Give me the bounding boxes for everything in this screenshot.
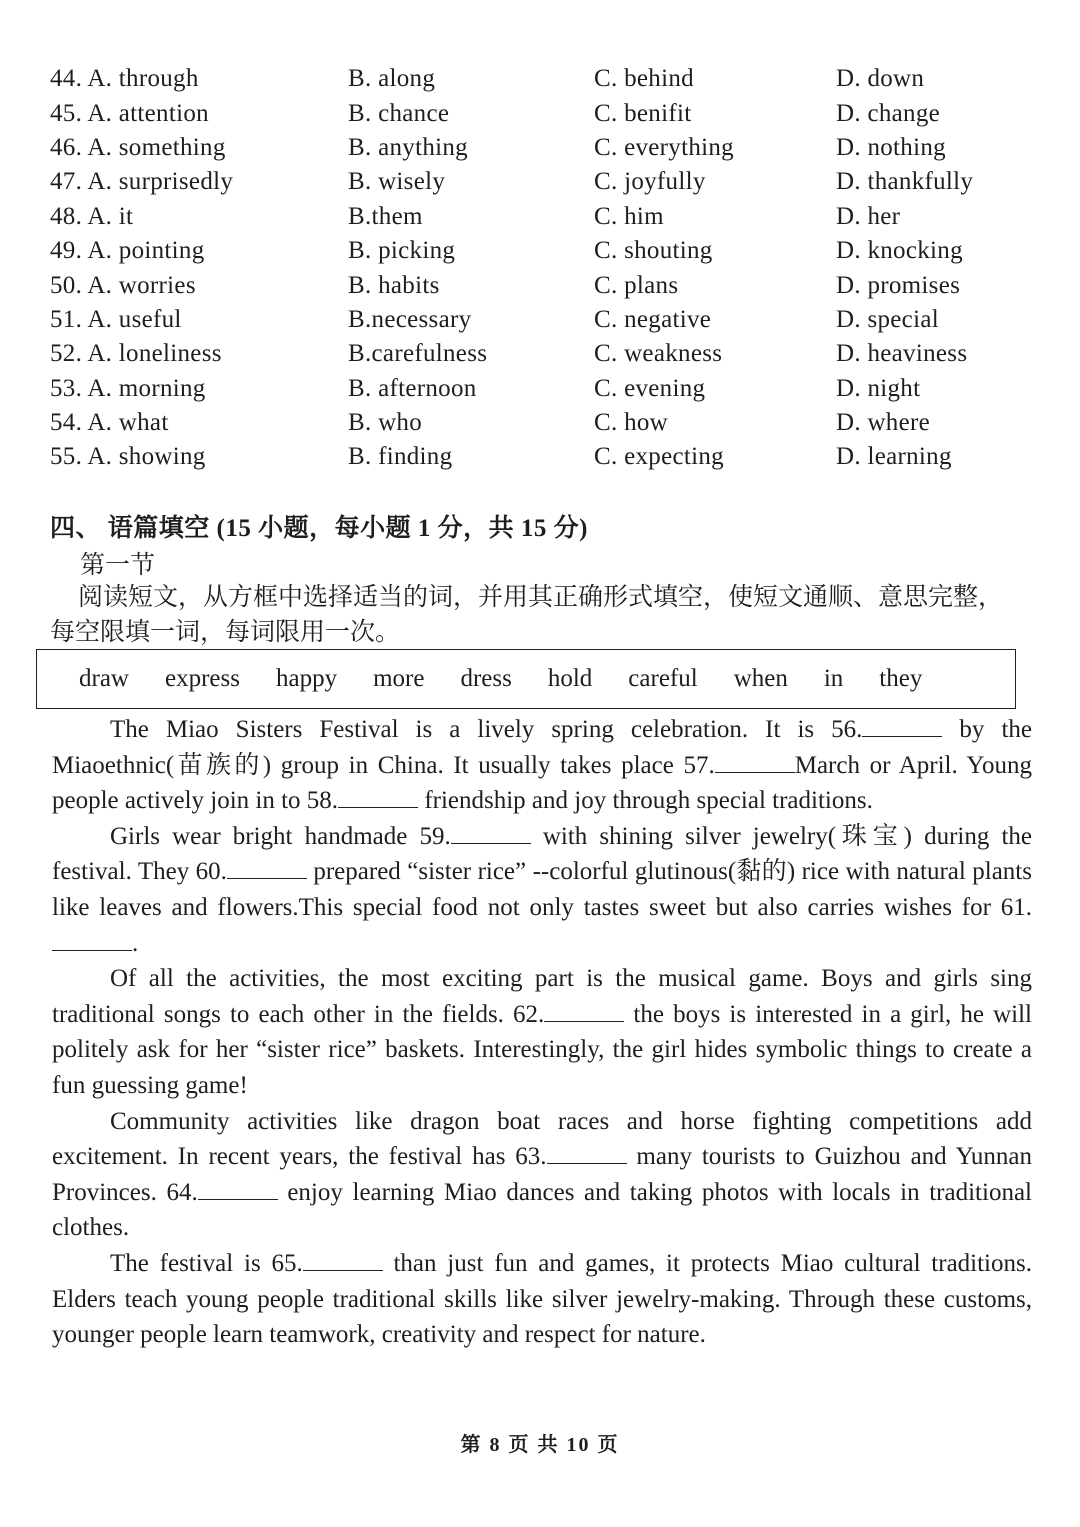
option-d: D. promises <box>836 271 961 299</box>
option-c: C. benifit <box>594 99 692 127</box>
word-box-item: more <box>373 665 425 692</box>
option-row-44 <box>50 62 1040 96</box>
option-a: 51. A. useful <box>50 305 182 333</box>
option-a: 54. A. what <box>50 409 169 437</box>
word-box-item: careful <box>628 665 698 692</box>
blank-56 <box>862 718 942 737</box>
blank-58 <box>338 789 418 808</box>
passage-text: with shining silver jewelry(珠宝) during the festival. They 60. <box>52 822 1032 886</box>
passage-text: than just fun and games, it protects Miao cultural traditions. Elders teach young people traditional skills like silver jewelry-making. Through these customs, younger people learn teamwork, creativity and respect for nature. <box>52 1249 1032 1349</box>
option-c: C. plans <box>594 271 679 299</box>
passage-text: prepared “sister rice” --colorful glutinous(黏的) rice with natural plants like leaves and flowers.This special food not only tastes sweet but also carries wishes for 61. <box>52 858 1032 921</box>
option-d: D. heaviness <box>836 340 968 368</box>
option-a: 52. A. loneliness <box>50 340 222 368</box>
option-b: B.them <box>348 202 423 230</box>
word-box-item: happy <box>275 665 338 692</box>
option-d: D. down <box>836 65 925 93</box>
passage-text: many tourists to Guizhou and Yunnan Provinces. 64. <box>52 1143 1032 1206</box>
section-subheading: 第一节 <box>80 552 156 579</box>
option-row-48 <box>50 200 1040 234</box>
option-row-52 <box>50 337 1040 371</box>
passage-text: Community activities like dragon boat races and horse fighting competitions add excitement. In recent years, the festival has 63. <box>52 1107 1032 1171</box>
option-d: D. special <box>836 305 939 333</box>
option-row-50 <box>50 268 1040 302</box>
word-box-item: dress <box>460 665 512 692</box>
option-b: B. finding <box>348 443 453 471</box>
option-d: D. thankfully <box>836 168 974 196</box>
option-b: B. wisely <box>348 168 446 196</box>
passage-text: Of all the activities, the most exciting part is the musical game. Boys and girls sing traditional songs to each other in the fields. 62. <box>52 965 1032 1028</box>
paragraph-1 <box>52 712 1032 819</box>
word-box <box>36 649 1016 709</box>
paragraph-3 <box>52 961 1032 1103</box>
option-a: 46. A. something <box>50 133 226 161</box>
option-a: 53. A. morning <box>50 374 206 402</box>
blank-60 <box>227 860 307 879</box>
blank-62 <box>544 1003 624 1022</box>
option-d: D. nothing <box>836 133 946 161</box>
option-b: B. chance <box>348 99 450 127</box>
option-d: D. where <box>836 409 931 437</box>
answer-options-table <box>50 62 1040 475</box>
option-row-49 <box>50 234 1040 268</box>
option-b: B.necessary <box>348 305 472 333</box>
option-b: B. habits <box>348 271 440 299</box>
option-c: C. evening <box>594 374 706 402</box>
option-d: D. learning <box>836 443 952 471</box>
option-c: C. expecting <box>594 443 724 471</box>
option-a: 49. A. pointing <box>50 237 205 265</box>
paragraph-5 <box>52 1246 1032 1353</box>
option-row-51 <box>50 303 1040 337</box>
option-c: C. him <box>594 202 664 230</box>
option-a: 55. A. showing <box>50 443 206 471</box>
option-c: C. behind <box>594 65 694 93</box>
option-row-45 <box>50 96 1040 130</box>
option-row-55 <box>50 440 1040 474</box>
passage-text: The festival is 65. <box>110 1249 303 1277</box>
blank-57 <box>715 754 795 773</box>
blank-64 <box>198 1181 278 1200</box>
passage-text: the boys is interested in a girl, he will politely ask for her “sister rice” baskets. Interestingly, the girl hides symbolic things to create a fun guessing game! <box>52 1000 1032 1099</box>
blank-59 <box>451 825 531 844</box>
option-a: 50. A. worries <box>50 271 196 299</box>
option-b: B. afternoon <box>348 374 477 402</box>
option-b: B.carefulness <box>348 340 488 368</box>
option-row-53 <box>50 372 1040 406</box>
passage-text: March or April. Young people actively join in to 58. <box>52 751 1032 815</box>
option-b: B. picking <box>348 237 456 265</box>
word-box-item: hold <box>547 665 593 692</box>
option-d: D. night <box>836 374 921 402</box>
option-a: 47. A. surprisedly <box>50 168 234 196</box>
section-heading: 四、 语篇填空 (15 小题，每小题 1 分，共 15 分) <box>50 515 588 542</box>
paragraph-4 <box>52 1104 1032 1246</box>
word-box-item: they <box>879 665 923 692</box>
option-c: C. how <box>594 409 669 437</box>
passage-text: . <box>132 929 139 957</box>
passage-text: by the Miaoethnic(苗族的) group in China. It usually takes place 57. <box>52 716 1032 779</box>
option-c: C. everything <box>594 133 734 161</box>
option-d: D. change <box>836 99 941 127</box>
option-c: C. weakness <box>594 340 723 368</box>
passage-text: Girls wear bright handmade 59. <box>110 822 451 850</box>
blank-63 <box>547 1145 627 1164</box>
blank-65 <box>303 1252 383 1271</box>
option-b: B. anything <box>348 133 468 161</box>
blank-61 <box>52 932 132 951</box>
word-box-item: in <box>823 665 844 692</box>
option-c: C. joyfully <box>594 168 706 196</box>
option-row-47 <box>50 165 1040 199</box>
option-c: C. shouting <box>594 237 713 265</box>
passage <box>52 712 1032 1353</box>
word-box-item: draw <box>79 665 129 692</box>
word-box-item: when <box>733 665 788 692</box>
option-a: 48. A. it <box>50 202 134 230</box>
word-box-item: express <box>164 665 240 692</box>
option-b: B. who <box>348 409 423 437</box>
passage-text: enjoy learning Miao dances and taking photos with locals in traditional clothes. <box>52 1178 1032 1242</box>
instructions: 阅读短文，从方框中选择适当的词，并用其正确形式填空，使短文通顺、意思完整，每空限填一词，每词限用一次。 <box>50 584 1004 646</box>
option-d: D. knocking <box>836 237 963 265</box>
paragraph-2 <box>52 819 1032 961</box>
passage-text: friendship and joy through special traditions. <box>418 787 873 815</box>
option-a: 44. A. through <box>50 65 199 93</box>
page-footer: 第 8 页 共 10 页 <box>460 1434 620 1456</box>
option-a: 45. A. attention <box>50 99 209 127</box>
passage-text: The Miao Sisters Festival is a lively spring celebration. It is 56. <box>110 716 863 743</box>
option-d: D. her <box>836 202 901 230</box>
option-row-54 <box>50 406 1040 440</box>
option-c: C. negative <box>594 305 712 333</box>
option-b: B. along <box>348 65 436 93</box>
option-row-46 <box>50 131 1040 165</box>
